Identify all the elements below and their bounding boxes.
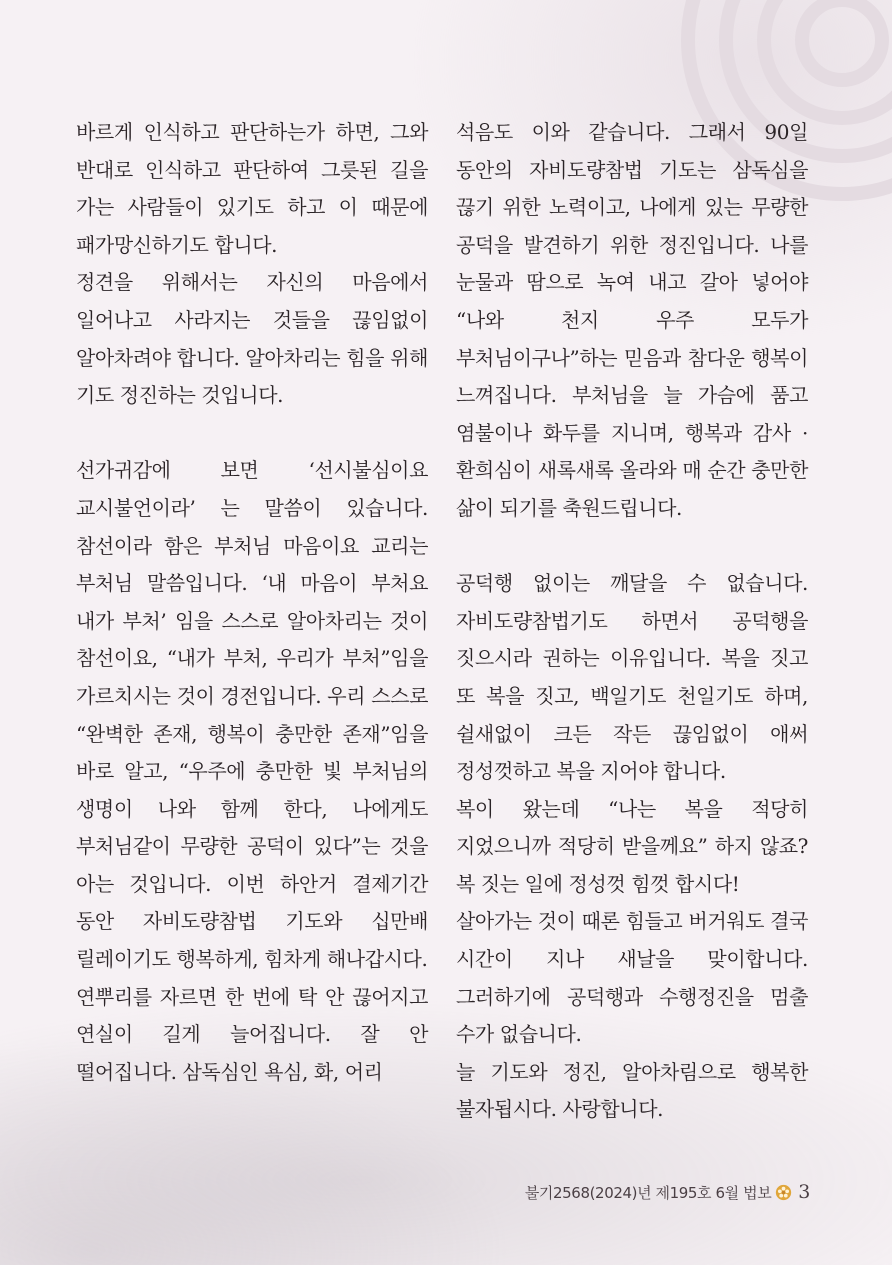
paragraph: 연뿌리를 자르면 한 번에 탁 안 끊어지고 연실이 길게 늘어집니다. 잘 안 떨어집니다. 삼독심인 욕심, 화, 어리 (76, 984, 428, 1084)
paragraph: 정견을 위해서는 자신의 마음에서 일어나고 사라지는 것들을 끊임없이 알아차려야 합니다. 알아차리는 힘을 위해 기도 정진하는 것입니다. (76, 270, 428, 408)
right-column (456, 114, 808, 1129)
paragraph-gap (456, 528, 808, 566)
paragraph: 살아가는 것이 때론 힘들고 버거워도 결국 시간이 지나 새날을 맞이합니다. 그러하기에 공덕행과 수행정진을 멈출 수가 없습니다. (456, 909, 808, 1047)
paragraph: 선가귀감에 보면 ‘선시불심이요 교시불언이라’ 는 말씀이 있습니다. 참선이라 함은 부처님 마음이요 교리는 부처님 말씀입니다. ‘내 마음이 부처요 내가 부처’ 임을 스스로 알아차리는 것이 참선이요, “내가 부처, 우리가 부처”임을 가르치시는 것이 경전입니다. 우리 스스로 “완벽한 존재, 행복이 충만한 존재”임을 바로 알고, “우주에 충만한 빛 부처님의 생명이 나와 함께 한다, 나에게도 부처님같이 무량한 공덕이 있다”는 것을 아는 것입니다. 이번 하안거 결제기간 동안 자비도량참법 기도와 십만배 릴레이기도 행복하게, 힘차게 해나갑시다. (76, 458, 428, 972)
lotus-flower-icon (775, 1184, 792, 1201)
paragraph: 늘 기도와 정진, 알아차림으로 행복한 불자됩시다. 사랑합니다. (456, 1059, 808, 1122)
paragraph: 복이 왔는데 “나는 복을 적당히 지었으니까 적당히 받을께요” 하지 않죠? 복 짓는 일에 정성껏 힘껏 합시다! (456, 796, 808, 896)
issue-label: 불기2568(2024)년 제195호 6월 법보 (524, 1183, 772, 1202)
left-column (76, 114, 428, 1091)
paragraph: 바르게 인식하고 판단하는가 하면, 그와 반대로 인식하고 판단하여 그릇된 길을 가는 사람들이 있기도 하고 이 때문에 패가망신하기도 합니다. (76, 120, 428, 257)
paragraph: 공덕행 없이는 깨달을 수 없습니다. 자비도량참법기도 하면서 공덕행을 짓으시라 권하는 이유입니다. 복을 짓고 또 복을 짓고, 백일기도 천일기도 하며, 쉴새없이 크든 작든 끊임없이 애써 정성껏하고 복을 지어야 합니다. (456, 571, 808, 784)
paragraph-gap (76, 415, 428, 453)
page-footer (525, 1181, 810, 1203)
page-number: 3 (798, 1181, 810, 1203)
paragraph: 석음도 이와 같습니다. 그래서 90일 동안의 자비도량참법 기도는 삼독심을 끊기 위한 노력이고, 나에게 있는 무량한 공덕을 발견하기 위한 정진입니다. 나를 눈물과 땀으로 녹여 내고 갈아 넣어야 “나와 천지 우주 모두가 부처님이구나”하는 믿음과 참다운 행복이 느껴집니다. 부처님을 늘 가슴에 품고 염불이나 화두를 지니며, 행복과 감사 · 환희심이 새록새록 올라와 매 순간 충만한 삶이 되기를 축원드립니다. (456, 120, 808, 520)
